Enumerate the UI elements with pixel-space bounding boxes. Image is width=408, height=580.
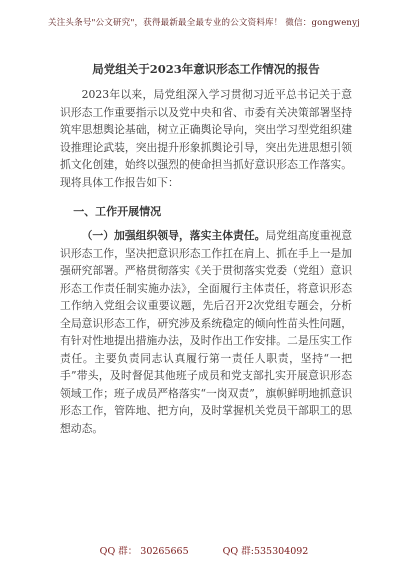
paragraph-1-lead: （一）加强组织领导，落实主体责任。 [81,229,266,242]
promo-header [0,0,408,44]
document-body [60,58,352,437]
promo-text: 关注头条号"公文研究"，获得最新最全最专业的公文资料库！ 微信：gongwenyj [48,18,360,28]
qq-group-left: QQ 群： 30265665 [99,546,189,557]
paragraph-1 [60,227,352,437]
intro-paragraph: 2023年以来，局党组深入学习贯彻习近平总书记关于意识形态工作重要指示以及党中央和省、市委有关决策部署坚持筑牢思想舆论基础，树立正确舆论导向，突出学习型党组织建设推理论武装，突出提升形象抓舆论引导，突出先进思想引领抓文化创建，始终以强烈的使命担当抓好意识形态工作落实。现将具体工作报告如下： [60,88,352,189]
paragraph-1-body: 局党组高度重视意识形态工作，坚决把意识形态工作扛在肩上、抓在手上一是加强研究部署。严格贯彻落实《关于贯彻落实党委（党组）意识形态工作责任制实施办法》，全面履行主体责任，将意识形态工作纳入党组会议重要议题，先后召开2次党组专题会，分析全局意识形态工作，研究涉及系统稳定的倾向性苗头性问题，有针对性地提出措施办法，及时作出工作安排。二是压实工作责任。主要负责同志认真履行第一责任人职责，坚持“一把手”带头，及时督促其他班子成员和党支部扎实开展意识形态领域工作；班子成员严格落实“一岗双责”，旗帜鲜明地抓意识形态工作，管阵地、把方向，及时掌握机关党员干部职工的思想动态。 [60,229,353,435]
footer-contact [0,535,408,565]
document-title: 局党组关于2023年意识形态工作情况的报告 [92,62,320,76]
section-heading-1: 一、工作开展情况 [73,205,162,218]
qq-group-right: QQ 群:535304092 [222,546,309,557]
